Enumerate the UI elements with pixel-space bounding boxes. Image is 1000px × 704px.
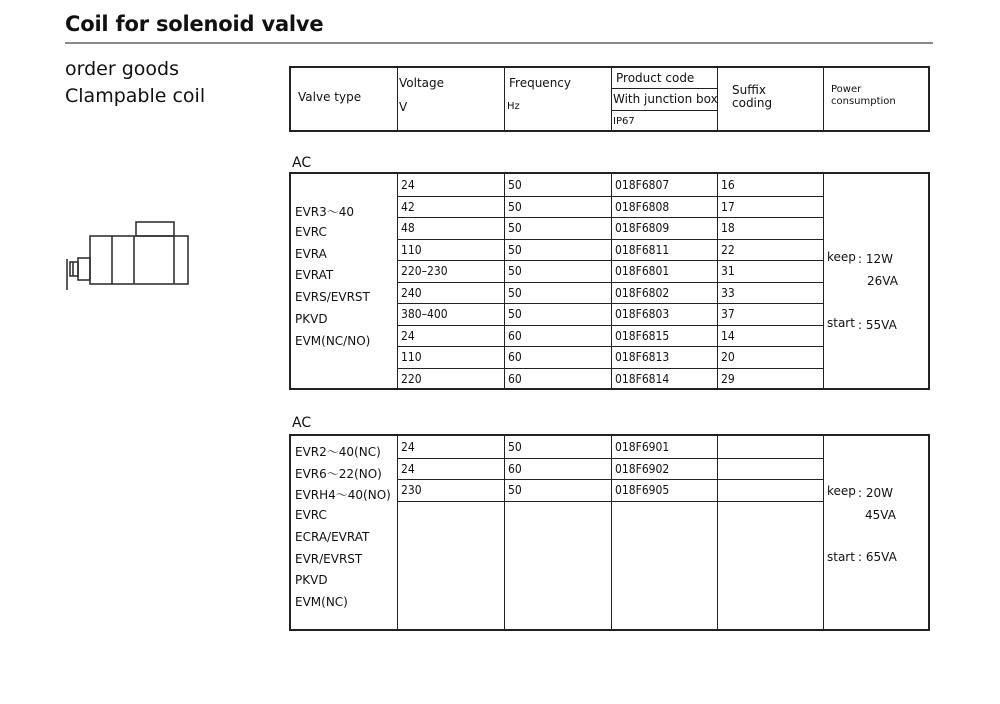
section-ac-label: AC	[292, 155, 312, 171]
cell-voltage: 24	[401, 440, 415, 454]
page-title: Coil for solenoid valve	[65, 12, 324, 36]
cell-code: 018F6905	[615, 483, 670, 498]
cell-voltage: 240	[401, 285, 422, 300]
row-divider	[397, 196, 823, 197]
cell-code: 018F6814	[615, 371, 670, 386]
valve-type-item: EVRA	[295, 246, 327, 261]
header-power: Power	[831, 84, 862, 95]
section-ac-label-2: AC	[292, 415, 312, 431]
start-va: : 55VA	[858, 318, 897, 332]
row-divider	[397, 501, 823, 502]
row-divider	[397, 239, 823, 240]
valve-type-item: EVM(NC/NO)	[295, 333, 371, 348]
cell-suffix: 18	[721, 221, 735, 235]
cell-frequency: 50	[508, 483, 522, 498]
valve-type-item: EVRH4～40(NO)	[295, 488, 391, 503]
cell-code: 018F6807	[615, 178, 670, 192]
row-divider	[397, 346, 823, 347]
cell-frequency: 50	[508, 440, 522, 454]
valve-type-item: EVRAT	[295, 268, 334, 283]
cell-code: 018F6803	[615, 307, 670, 321]
cell-suffix: 16	[721, 178, 735, 192]
cell-suffix: 31	[721, 264, 735, 278]
cell-voltage: 110	[401, 242, 422, 257]
cell-frequency: 50	[508, 221, 522, 235]
cell-suffix: 33	[721, 285, 735, 300]
keep-watts: : 12W	[858, 252, 893, 266]
keep-va: 26VA	[867, 274, 898, 288]
cell-voltage: 48	[401, 221, 415, 235]
header-table	[289, 66, 930, 132]
header-coding: coding	[732, 96, 773, 110]
cell-voltage: 220–230	[401, 264, 448, 278]
row-divider	[397, 325, 823, 326]
cell-code: 018F6811	[615, 242, 670, 257]
valve-type-item: EVR2～40(NC)	[295, 445, 381, 459]
valve-type-item: ECRA/EVRAT	[295, 529, 370, 544]
keep-va-2: 45VA	[865, 508, 896, 522]
row-divider	[397, 217, 823, 218]
header-valve-type: Valve type	[298, 90, 362, 104]
cell-voltage: 110	[401, 350, 422, 364]
row-divider	[397, 303, 823, 304]
row-divider	[397, 282, 823, 283]
cell-voltage: 24	[401, 178, 415, 192]
cell-frequency: 60	[508, 371, 522, 386]
header-voltage: Voltage	[399, 76, 445, 90]
header-suffix: Suffix	[732, 83, 766, 97]
cell-suffix: 29	[721, 371, 735, 386]
valve-type-item: EVRC	[295, 224, 327, 239]
cell-code: 018F6801	[615, 264, 670, 278]
cell-code: 018F6808	[615, 199, 670, 214]
cell-frequency: 50	[508, 264, 522, 278]
cell-voltage: 220	[401, 371, 422, 386]
header-junction-box: With junction box	[613, 92, 718, 106]
header-frequency: Frequency	[509, 76, 571, 90]
valve-type-item: EVR6～22(NO)	[295, 466, 382, 481]
cell-frequency: 50	[508, 307, 522, 321]
cell-frequency: 60	[508, 350, 522, 364]
cell-frequency: 50	[508, 285, 522, 300]
start-label: start	[827, 316, 855, 330]
subtitle-order-goods: order goods	[65, 58, 179, 80]
keep-label-2: keep	[827, 484, 856, 498]
cell-voltage: 380–400	[401, 307, 448, 321]
solenoid-coil-drawing	[62, 218, 192, 292]
valve-type-item: PKVD	[295, 312, 328, 326]
cell-suffix: 14	[721, 328, 735, 343]
cell-suffix: 37	[721, 307, 735, 321]
cell-voltage: 24	[401, 461, 415, 476]
valve-type-item: PKVD	[295, 573, 328, 588]
coil-table-1	[289, 172, 930, 390]
cell-code: 018F6809	[615, 221, 670, 235]
valve-type-item: EVR/EVRST	[295, 551, 363, 566]
cell-suffix: 22	[721, 242, 735, 257]
header-consumption: consumption	[831, 96, 896, 107]
cell-frequency: 50	[508, 178, 522, 192]
valve-type-item: EVM(NC)	[295, 594, 348, 609]
header-product-code: Product code	[616, 71, 695, 85]
valve-type-item: EVR3～40	[295, 205, 355, 219]
cell-code: 018F6813	[615, 350, 670, 364]
cell-code: 018F6901	[615, 440, 670, 454]
header-ip67: IP67	[613, 116, 635, 127]
start-va-2: : 65VA	[858, 550, 897, 564]
cell-suffix: 20	[721, 350, 735, 364]
cell-code: 018F6815	[615, 328, 670, 343]
header-voltage-unit: V	[399, 100, 408, 114]
row-divider	[397, 458, 823, 459]
keep-label: keep	[827, 250, 856, 264]
cell-voltage: 42	[401, 199, 415, 214]
cell-suffix: 17	[721, 199, 735, 214]
valve-type-item: EVRS/EVRST	[295, 290, 370, 305]
cell-frequency: 50	[508, 242, 522, 257]
cell-code: 018F6802	[615, 285, 670, 300]
keep-watts-2: : 20W	[858, 486, 893, 500]
row-divider	[397, 368, 823, 369]
start-label-2: start	[827, 550, 855, 564]
subtitle-clampable-coil: Clampable coil	[65, 85, 206, 107]
coil-table-2	[289, 434, 930, 631]
cell-frequency: 60	[508, 328, 522, 343]
cell-frequency: 60	[508, 461, 522, 476]
cell-voltage: 230	[401, 483, 422, 498]
cell-frequency: 50	[508, 199, 522, 214]
valve-type-item: EVRC	[295, 508, 327, 523]
row-divider	[397, 479, 823, 480]
cell-code: 018F6902	[615, 461, 670, 476]
title-divider	[65, 42, 933, 44]
cell-voltage: 24	[401, 328, 415, 343]
header-frequency-unit: Hz	[507, 101, 520, 112]
row-divider	[397, 260, 823, 261]
